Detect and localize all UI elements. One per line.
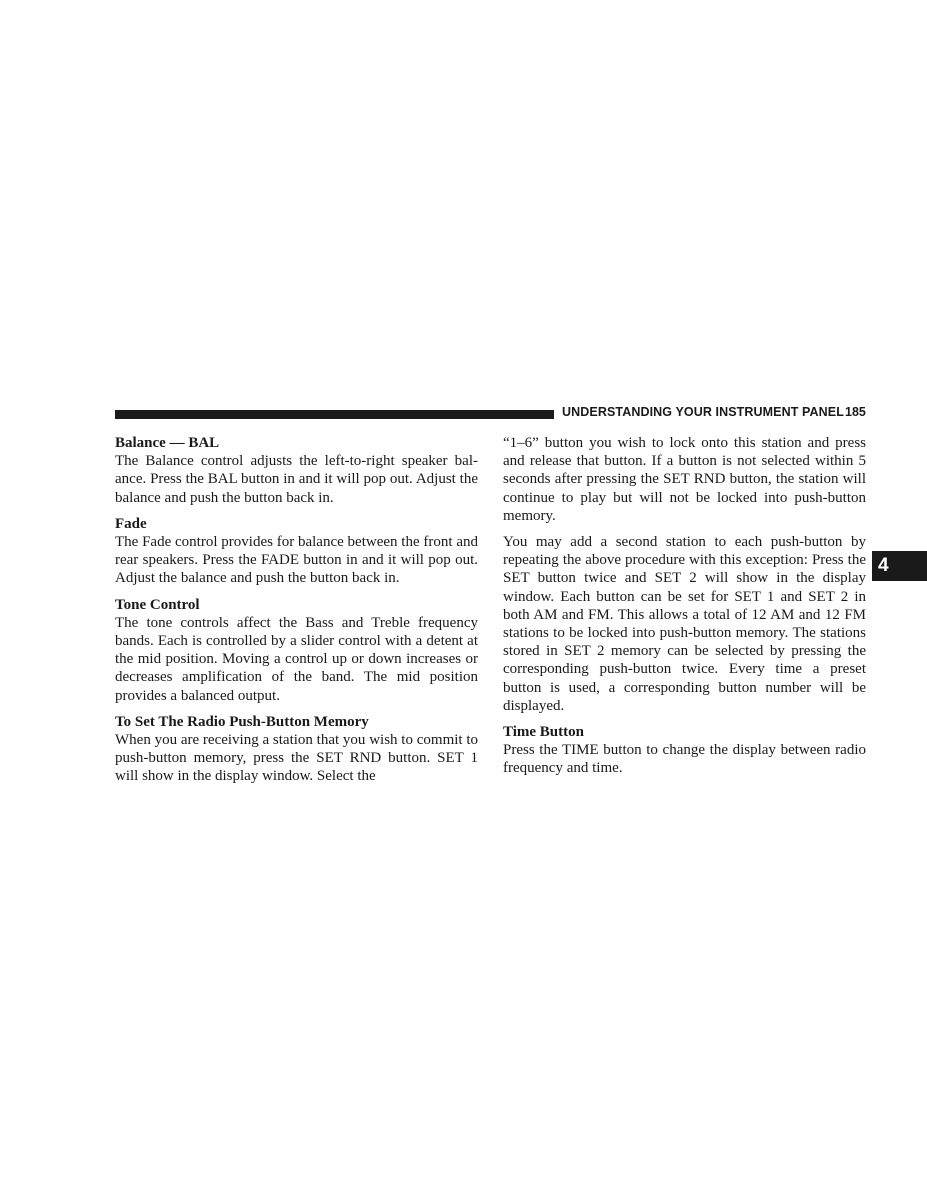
header-rule <box>115 410 554 419</box>
section-heading: Time Button <box>503 724 584 741</box>
left-column <box>115 434 478 794</box>
chapter-tab: 4 <box>872 551 927 581</box>
section-balance <box>115 434 478 507</box>
running-header-title: UNDERSTANDING YOUR INSTRUMENT PANEL <box>562 405 844 419</box>
section-heading: Balance — BAL <box>115 435 220 451</box>
section-body: Press the TIME button to change the display between radio frequency and time. <box>503 742 866 777</box>
page-number: 185 <box>845 405 866 419</box>
section-body: The Balance control adjusts the left-to-right speaker bal-ance. Press the BAL button in and it will pop out. Adjust the balance and push the button back in. <box>115 453 478 506</box>
section-body: The Fade control provides for balance between the front and rear speakers. Press the FADE button in and it will pop out. Adjust the balance and push the button back in. <box>115 534 478 587</box>
section-heading: To Set The Radio Push-Button Memory <box>115 713 369 730</box>
section-push-button-memory <box>115 713 478 786</box>
second-station-paragraph: You may add a second station to each push-button by repeating the above procedure with this exception: Press the SET button twice and SET 2 will show in the display window. Each button can be set for SET 1 and SET 2 in both AM and FM. This allows a total of 12 AM and 12 FM stations to be locked into push-button memory. The stations stored in SET 2 memory can be selected by pressing the corresponding push-button twice. Every time a preset button is used, a corresponding button number will be displayed. <box>503 534 866 714</box>
section-body: The tone controls affect the Bass and Treble frequency bands. Each is controlled by a slider control with a detent at the mid position. Moving a control up or down increases or decreases amplification of the band. The mid position provides a balanced output. <box>115 614 478 704</box>
section-tone-control <box>115 596 478 705</box>
section-time-button <box>503 723 866 778</box>
section-heading: Fade <box>115 515 147 532</box>
continuation-paragraph: “1–6” button you wish to lock onto this station and press and release that button. If a button is not selected within 5 seconds after pressing the SET RND button, the station will continue to play but will not be locked into push-button memory. <box>503 435 866 524</box>
section-heading: Tone Control <box>115 596 200 613</box>
section-fade <box>115 515 478 588</box>
section-body: When you are receiving a station that you wish to commit to push-button memory, press the SET RND button. SET 1 will show in the display window. Select the <box>115 732 478 785</box>
right-column <box>503 434 866 786</box>
